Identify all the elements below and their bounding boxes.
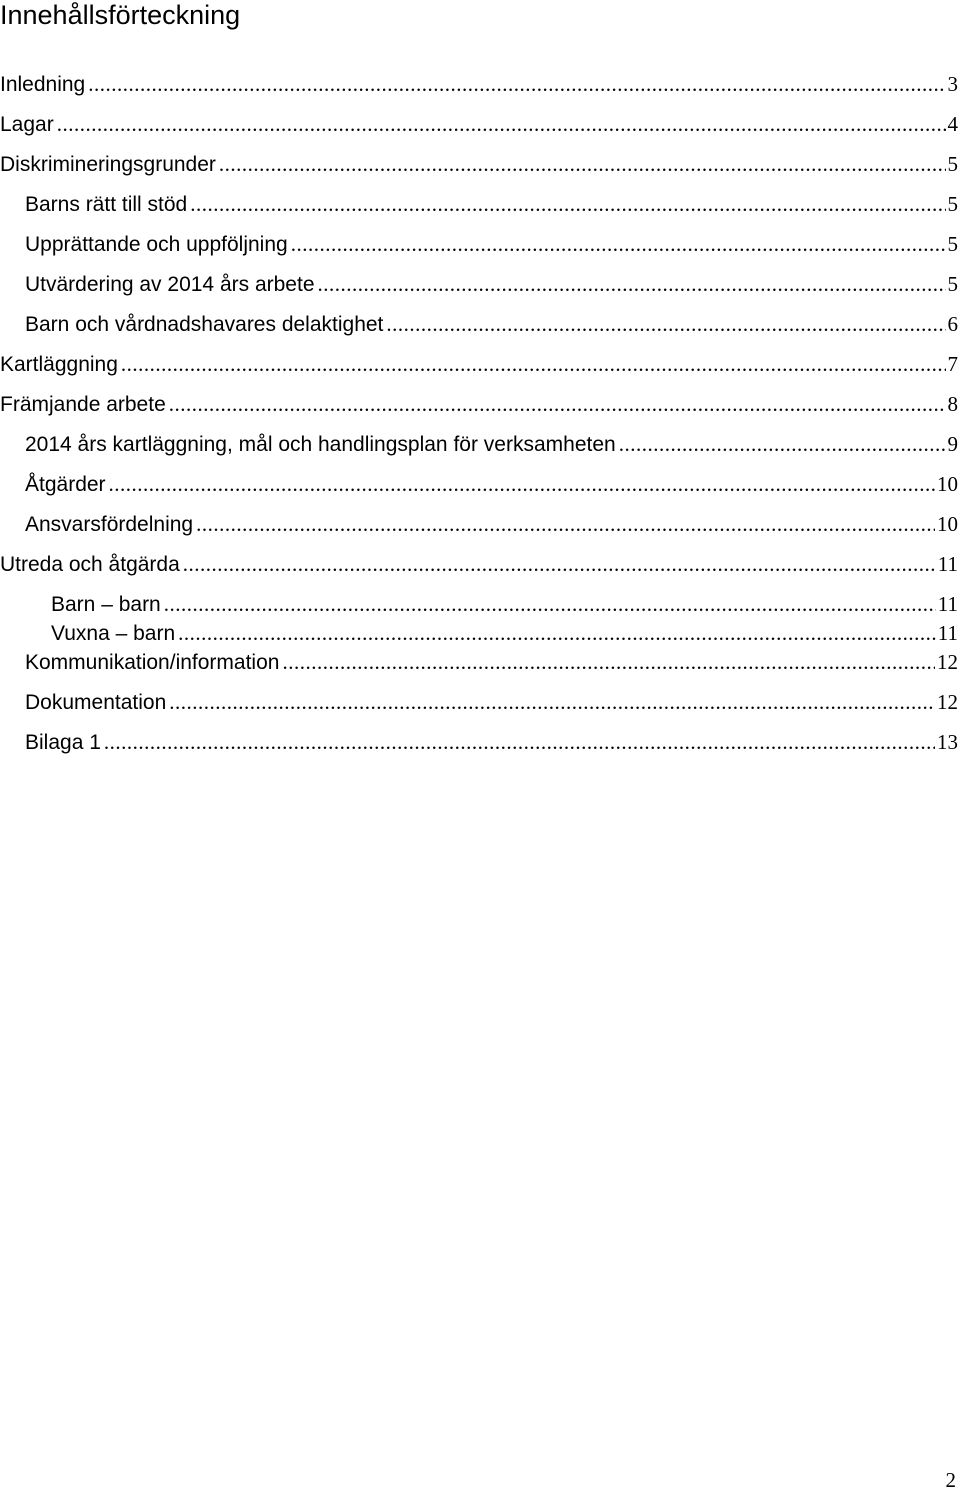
toc-dot-leader bbox=[121, 351, 946, 377]
toc-entry-label: Barns rätt till stöd bbox=[25, 193, 188, 216]
toc-entry-label: Dokumentation bbox=[25, 691, 167, 714]
toc-entry-label: Upprättande och uppföljning bbox=[25, 233, 288, 256]
toc-entry-page: 5 bbox=[947, 152, 958, 176]
toc-entry-barn-barn[interactable] bbox=[0, 591, 960, 617]
toc-entry-label: Ansvarsfördelning bbox=[25, 513, 194, 536]
toc-entry-utreda-och-atgarda[interactable] bbox=[0, 551, 960, 577]
toc-entry-barns-ratt-till-stod[interactable] bbox=[0, 191, 960, 217]
toc-entry-label: Utreda och åtgärda bbox=[0, 553, 180, 576]
toc-entry-page: 9 bbox=[947, 432, 958, 456]
page-number: 2 bbox=[945, 1468, 956, 1492]
toc-entry-page: 3 bbox=[947, 72, 958, 96]
toc-entry-page: 5 bbox=[947, 232, 958, 256]
toc-entry-page: 5 bbox=[947, 272, 958, 296]
toc-entry-page: 10 bbox=[937, 472, 958, 496]
toc-entry-page: 10 bbox=[937, 512, 958, 536]
toc-entry-page: 11 bbox=[937, 552, 958, 576]
toc-entry-page: 11 bbox=[937, 592, 958, 616]
toc-entry-utvardering[interactable] bbox=[0, 271, 960, 297]
toc-dot-leader bbox=[282, 649, 935, 675]
toc-entry-label: Åtgärder bbox=[25, 473, 106, 496]
toc-entry-vuxna-barn[interactable] bbox=[0, 620, 960, 646]
toc-entry-label: Utvärdering av 2014 års arbete bbox=[25, 273, 315, 296]
toc-entry-upprattande-och-uppfoljning[interactable] bbox=[0, 231, 960, 257]
toc-dot-leader bbox=[219, 151, 946, 177]
toc-entry-page: 7 bbox=[947, 352, 958, 376]
toc-entry-delaktighet[interactable] bbox=[0, 311, 960, 337]
toc-dot-leader bbox=[169, 689, 935, 715]
toc-entry-bilaga-1[interactable] bbox=[0, 729, 960, 755]
toc-dot-leader bbox=[619, 431, 946, 457]
toc-entry-label: Kartläggning bbox=[0, 353, 118, 376]
toc-dot-leader bbox=[164, 591, 936, 617]
toc-dot-leader bbox=[109, 471, 935, 497]
toc-entry-kommunikation[interactable] bbox=[0, 649, 960, 675]
toc-entry-page: 12 bbox=[937, 650, 958, 674]
toc-entry-label: Barn och vårdnadshavares delaktighet bbox=[25, 313, 384, 336]
toc-dot-leader bbox=[291, 231, 946, 257]
toc-entry-page: 6 bbox=[947, 312, 958, 336]
toc-entry-framjande-arbete[interactable] bbox=[0, 391, 960, 417]
toc-entry-ansvarsfordelning[interactable] bbox=[0, 511, 960, 537]
toc-entry-label: Barn – barn bbox=[51, 593, 161, 616]
toc-dot-leader bbox=[190, 191, 945, 217]
toc-entry-atgarder[interactable] bbox=[0, 471, 960, 497]
toc-dot-leader bbox=[386, 311, 945, 337]
toc-entry-kartlaggning[interactable] bbox=[0, 351, 960, 377]
toc-dot-leader bbox=[169, 391, 946, 417]
toc-entry-page: 4 bbox=[947, 112, 958, 136]
toc-dot-leader bbox=[57, 111, 946, 137]
toc-entry-page: 11 bbox=[937, 621, 958, 645]
toc-entry-label: 2014 års kartläggning, mål och handlingsplan för verksamheten bbox=[25, 433, 616, 456]
toc-entry-label: Kommunikation/information bbox=[25, 651, 280, 674]
toc-entry-inledning[interactable] bbox=[0, 71, 960, 97]
toc-entry-handlingsplan[interactable] bbox=[0, 431, 960, 457]
toc-dot-leader bbox=[88, 71, 945, 97]
toc-entry-label: Diskrimineringsgrunder bbox=[0, 153, 216, 176]
toc-entry-page: 5 bbox=[947, 192, 958, 216]
toc-entry-label: Vuxna – barn bbox=[51, 622, 176, 645]
toc-dot-leader bbox=[178, 620, 936, 646]
toc-dot-leader bbox=[183, 551, 936, 577]
toc-dot-leader bbox=[196, 511, 935, 537]
toc-entry-page: 12 bbox=[937, 690, 958, 714]
toc-title: Innehållsförteckning bbox=[0, 0, 241, 30]
toc-entry-label: Främjande arbete bbox=[0, 393, 166, 416]
toc-entry-label: Inledning bbox=[0, 73, 86, 96]
toc-entry-label: Lagar bbox=[0, 113, 54, 136]
toc-entry-page: 8 bbox=[947, 392, 958, 416]
toc-entry-label: Bilaga 1 bbox=[25, 731, 101, 754]
toc-entry-diskrimineringsgrunder[interactable] bbox=[0, 151, 960, 177]
toc-entry-dokumentation[interactable] bbox=[0, 689, 960, 715]
toc-dot-leader bbox=[104, 729, 935, 755]
toc-entry-lagar[interactable] bbox=[0, 111, 960, 137]
toc-dot-leader bbox=[318, 271, 946, 297]
toc-entry-page: 13 bbox=[937, 730, 958, 754]
